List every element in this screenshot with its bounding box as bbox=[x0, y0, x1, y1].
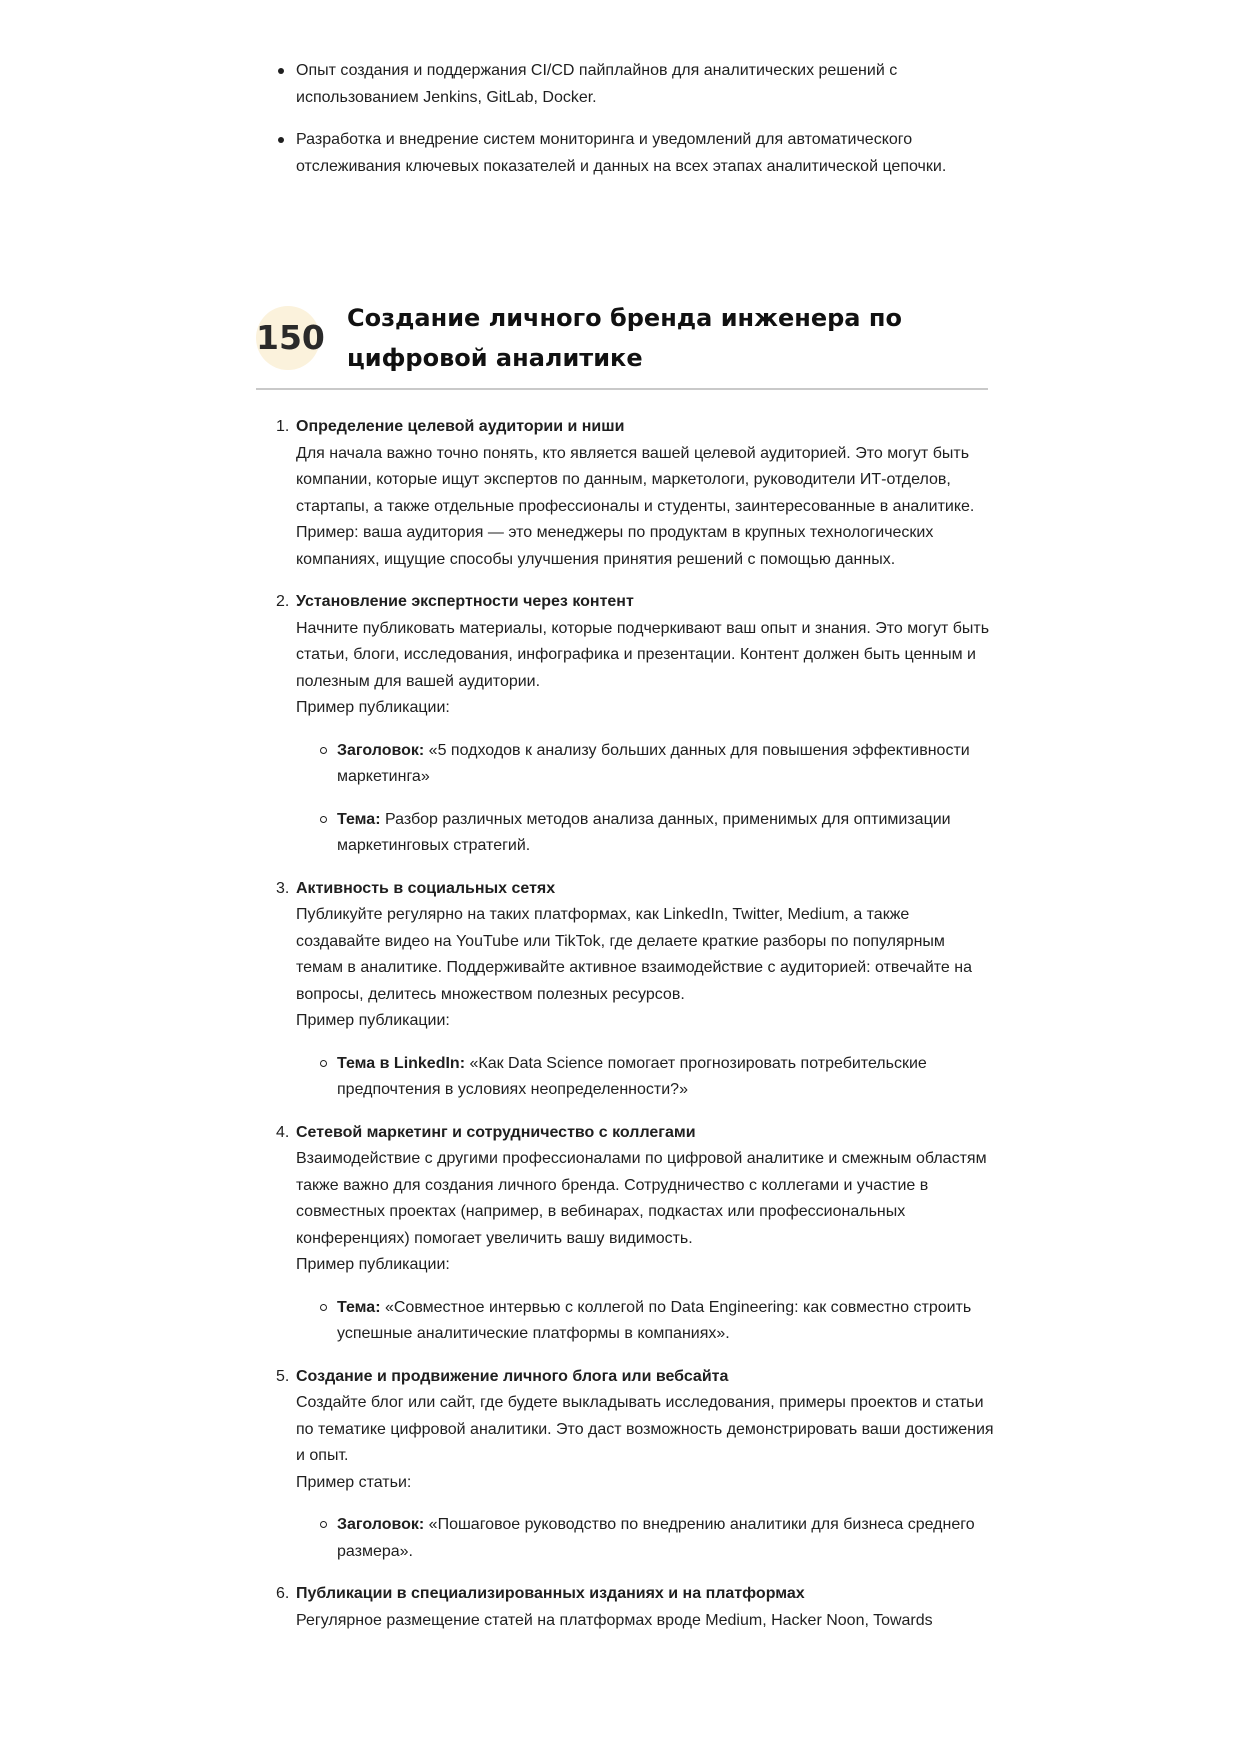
item-number: 2. bbox=[276, 593, 290, 610]
item-example: Пример статьи: bbox=[296, 1473, 412, 1491]
sub-item-key: Тема в LinkedIn: bbox=[337, 1054, 466, 1072]
item-title: Установление экспертности через контент bbox=[296, 593, 634, 610]
item-title: Публикации в специализированных изданиях и на платформах bbox=[296, 1585, 805, 1602]
item-number: 6. bbox=[276, 1585, 290, 1602]
sub-item-text: Разбор различных методов анализа данных, применимых для оптимизации маркетинговых стратегий. bbox=[337, 810, 951, 854]
sub-list bbox=[296, 1051, 996, 1104]
item-number: 3. bbox=[276, 879, 290, 897]
sub-item-key: Заголовок: bbox=[337, 741, 425, 759]
item-title: Сетевой маркетинг и сотрудничество с коллегами bbox=[296, 1123, 696, 1141]
item-body: Регулярное размещение статей на платформах вроде Medium, Hacker Noon, Towards bbox=[296, 1611, 933, 1629]
sub-list-item bbox=[337, 738, 977, 791]
item-title: Определение целевой аудитории и ниши bbox=[296, 418, 625, 435]
list-item-3 bbox=[276, 876, 996, 1104]
item-body: Взаимодействие с другими профессионалами по цифровой аналитике и смежным областям также важно для создания личного бренда. Сотрудничество с коллегами и участие в совместных проектах (например, в вебинарах, подкастах или профессиональных конференциях) помогает увеличить вашу видимость. bbox=[296, 1150, 987, 1247]
sub-item-key: Тема: bbox=[337, 810, 381, 828]
sub-list bbox=[296, 1512, 996, 1565]
item-example: Пример: ваша аудитория — это менеджеры по продуктам в крупных технологических компаниях, ищущие способы улучшения принятия решений с помощью данных. bbox=[296, 524, 934, 568]
item-example: Пример публикации: bbox=[296, 1012, 450, 1029]
item-number: 4. bbox=[276, 1123, 290, 1141]
sub-item-text: «5 подходов к анализу больших данных для повышения эффективности маркетинга» bbox=[337, 741, 970, 785]
list-item: Разработка и внедрение систем мониторинга и уведомлений для автоматического отслеживания ключевых показателей и данных на всех этапах аналитической цепочки. bbox=[296, 127, 996, 180]
item-body: Для начала важно точно понять, кто является вашей целевой аудиторией. Это могут быть компании, которые ищут экспертов по данным, маркетологи, руководители ИТ-отделов, стартапы, а также отдельные профессионалы и студенты, заинтересованные в аналитике. bbox=[296, 444, 975, 515]
list-item-6 bbox=[276, 1581, 996, 1634]
section-number-badge: 150 bbox=[256, 306, 320, 370]
list-item-2 bbox=[276, 589, 996, 860]
list-item: Опыт создания и поддержания CI/CD пайплайнов для аналитических решений с использованием Jenkins, GitLab, Docker. bbox=[296, 58, 996, 111]
item-body: Создайте блог или сайт, где будете выкладывать исследования, примеры проектов и статьи по тематике цифровой аналитики. Это даст возможность демонстрировать ваши достижения и опыт. bbox=[296, 1394, 994, 1464]
list-item-1 bbox=[276, 414, 996, 573]
top-bullet-list bbox=[296, 58, 996, 196]
section-title: Создание личного бренда инженера по цифровой аналитике bbox=[347, 304, 902, 372]
sub-list-item bbox=[337, 1051, 977, 1104]
list-item-4 bbox=[276, 1120, 996, 1348]
item-title: Создание и продвижение личного блога или вебсайта bbox=[296, 1367, 729, 1385]
sub-item-text: «Пошаговое руководство по внедрению аналитики для бизнеса среднего размера». bbox=[337, 1516, 975, 1560]
item-body: Публикуйте регулярно на таких платформах, как LinkedIn, Twitter, Medium, а также создавайте видео на YouTube или TikTok, где делаете краткие разборы по популярным темам в аналитике. Поддерживайте активное взаимодействие с аудиторией: отвечайте на вопросы, делитесь множеством полезных ресурсов. bbox=[296, 906, 972, 1003]
sub-list-item bbox=[337, 1295, 977, 1348]
section-header bbox=[256, 298, 988, 390]
item-number: 1. bbox=[276, 418, 290, 435]
sub-list bbox=[296, 738, 996, 860]
sub-item-key: Тема: bbox=[337, 1298, 381, 1316]
list-item-5 bbox=[276, 1364, 996, 1566]
item-example: Пример публикации: bbox=[296, 699, 450, 716]
sub-list-item bbox=[337, 1512, 977, 1565]
sub-list bbox=[296, 1295, 996, 1348]
item-example: Пример публикации: bbox=[296, 1256, 450, 1273]
sub-list-item bbox=[337, 807, 977, 860]
sub-item-text: «Совместное интервью с коллегой по Data Engineering: как совместно строить успешные аналитические платформы в компаниях». bbox=[337, 1298, 972, 1342]
item-title: Активность в социальных сетях bbox=[296, 879, 556, 897]
item-body: Начните публиковать материалы, которые подчеркивают ваш опыт и знания. Это могут быть статьи, блоги, исследования, инфографика и презентации. Контент должен быть ценным и полезным для вашей аудитории. bbox=[296, 619, 990, 690]
sub-item-text: «Как Data Science помогает прогнозировать потребительские предпочтения в условиях неопределенности?» bbox=[337, 1054, 927, 1098]
item-number: 5. bbox=[276, 1367, 290, 1385]
sub-item-key: Заголовок: bbox=[337, 1516, 425, 1533]
numbered-list bbox=[276, 414, 996, 1650]
